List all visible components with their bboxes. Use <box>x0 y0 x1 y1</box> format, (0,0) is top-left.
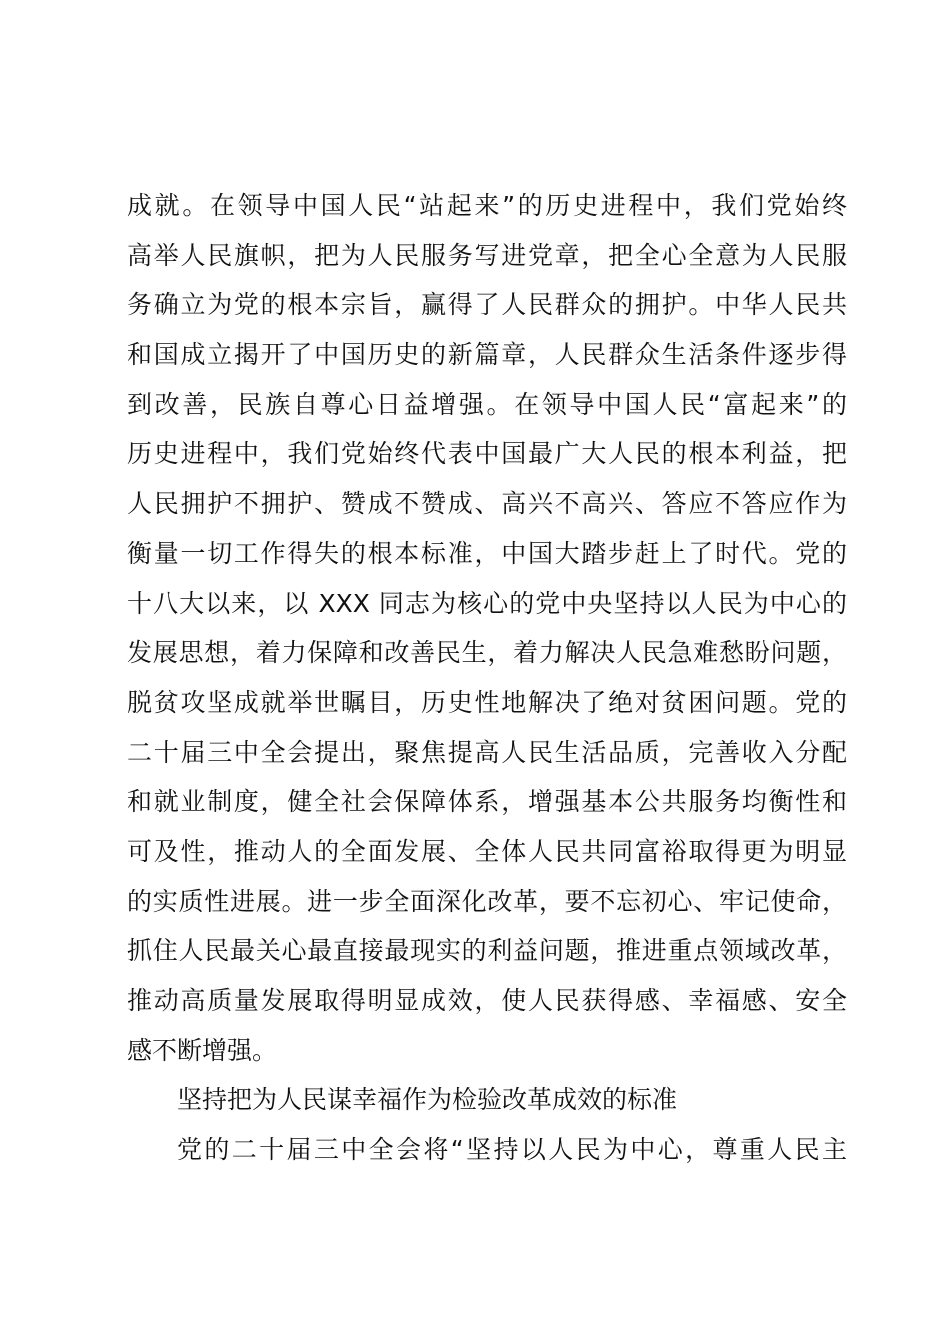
next-paragraph-line: 党的二十届三中全会将“坚持以人民为中心，尊重人民主 <box>177 1135 847 1165</box>
paragraph-line: 感不断增强。 <box>127 1035 278 1065</box>
paragraph-line: 高举人民旗帜，把为人民服务写进党章，把全心全意为人民服 <box>127 240 847 270</box>
paragraph-line: 十八大以来，以 XXX 同志为核心的党中央坚持以人民为中心的 <box>127 588 847 618</box>
section-heading: 坚持把为人民谋幸福作为检验改革成效的标准 <box>177 1085 678 1115</box>
paragraph-line: 务确立为党的根本宗旨，赢得了人民群众的拥护。中华人民共 <box>127 290 847 320</box>
paragraph-line: 可及性，推动人的全面发展、全体人民共同富裕取得更为明显 <box>127 836 847 866</box>
paragraph-line: 人民拥护不拥护、赞成不赞成、高兴不高兴、答应不答应作为 <box>127 489 847 519</box>
paragraph-line: 和国成立揭开了中国历史的新篇章，人民群众生活条件逐步得 <box>127 340 847 370</box>
paragraph-line: 和就业制度，健全社会保障体系，增强基本公共服务均衡性和 <box>127 787 847 817</box>
paragraph-line: 发展思想，着力保障和改善民生，着力解决人民急难愁盼问题， <box>127 638 847 668</box>
paragraph-line: 衡量一切工作得失的根本标准，中国大踏步赶上了时代。党的 <box>127 538 847 568</box>
paragraph-line: 历史进程中，我们党始终代表中国最广大人民的根本利益，把 <box>127 439 847 469</box>
paragraph-line: 脱贫攻坚成就举世瞩目，历史性地解决了绝对贫困问题。党的 <box>127 687 847 717</box>
paragraph-line: 成就。在领导中国人民“站起来”的历史进程中，我们党始终 <box>127 191 847 220</box>
paragraph-line: 推动高质量发展取得明显成效，使人民获得感、幸福感、安全 <box>127 986 847 1015</box>
document-body <box>127 181 847 1175</box>
paragraph-line: 抓住人民最关心最直接最现实的利益问题，推进重点领域改革， <box>127 936 847 966</box>
paragraph-line: 到改善，民族自尊心日益增强。在领导中国人民“富起来”的 <box>127 389 847 419</box>
paragraph-line: 二十届三中全会提出，聚焦提高人民生活品质，完善收入分配 <box>127 737 847 767</box>
paragraph-line: 的实质性进展。进一步全面深化改革，要不忘初心、牢记使命， <box>127 886 847 916</box>
